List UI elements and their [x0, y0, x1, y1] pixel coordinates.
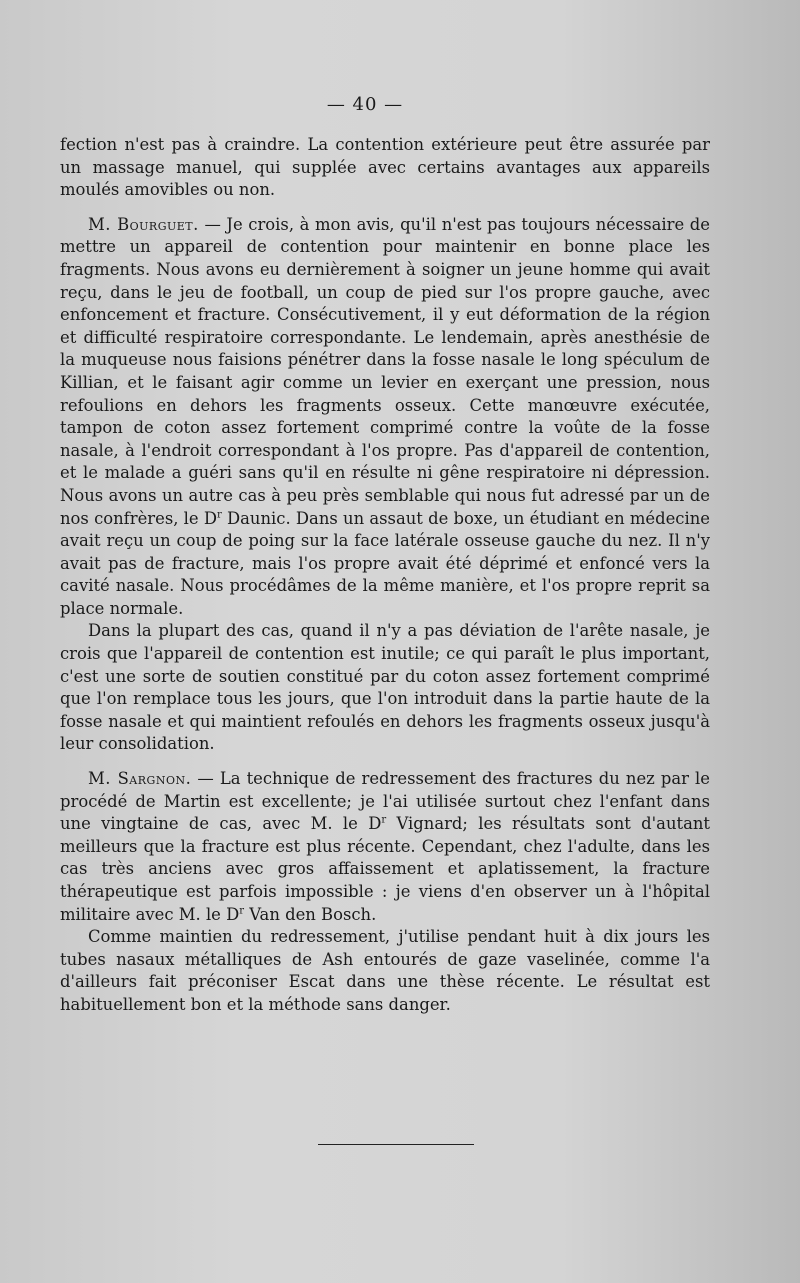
doctor-abbrev-sup: r	[239, 905, 245, 917]
sargnon-text-2: Vignard; les résultats sont d'autant meilleurs que la fracture est plus récente. Cependant, chez l'adulte, dans les cas très anciens avec gros affaissement et aplatissement, la fracture thérapeutique est parfois impossible : je viens d'en observer un à l'hôpital militaire avec M. le D	[60, 814, 711, 924]
bourguet-text-1: — Je crois, à mon avis, qu'il n'est pas toujours nécessaire de mettre un appareil de contention pour maintenir en bonne place les fragments. Nous avons eu dernièrement à soigner un jeune homme qui avait reçu, dans le jeu de football, un coup de pied sur l'os propre gauche, avec enfoncement et fracture. Consécutivement, il y eut déformation de la région et difficulté respiratoire correspondante. Le lendemain, après anesthésie de la muqueuse nous faisions pénétrer dans la fosse nasale le long spéculum de Killian, et le faisant agir comme un levier en exerçant une pression, nous refoulions en dehors les fragments osseux. Cette manœuvre exécutée, tampon de coton assez fortement comprimé contre la voûte de la fosse nasale, à l'endroit correspondant à l'os propre. Pas d'appareil de contention, et le malade a guéri sans qu'il en résulte ni gêne respiratoire ni dépression. Nous avons un autre cas à peu près semblable qui nous fut adressé par un de nos confrères, le D	[60, 214, 710, 528]
paragraph-sargnon	[60, 768, 710, 926]
paragraph-continuation: fection n'est pas à craindre. La contention extérieure peut être assurée par un massage manuel, qui supplée avec certains avantages aux appareils moulés amovibles ou non.	[60, 135, 710, 200]
doctor-abbrev-sup: r	[217, 509, 222, 521]
bourguet-text-2: Daunic. Dans un assaut de boxe, un étudiant en médecine avait reçu un coup de poing sur la face latérale osseuse gauche du nez. Il n'y avait pas de fracture, mais l'os propre avait été déprimé et enfoncé vers la cavité nasale. Nous procédâmes de la même manière, et l'os propre reprit sa place normale.	[60, 508, 710, 618]
page-number: — 40 —	[326, 94, 404, 115]
doctor-abbrev-sup: r	[381, 814, 387, 826]
sargnon-text-3: Van den Bosch.	[244, 904, 377, 924]
body-text	[60, 134, 710, 1017]
speaker-name-bourguet: M. Bourguet.	[88, 214, 199, 234]
paragraph-bourguet	[60, 214, 710, 621]
sargnon-text-1: — La technique de redressement des fractures du nez par le procédé de Martin est excellente; je l'ai utilisée surtout chez l'enfant dans une vingtaine de cas, avec M. le D	[60, 769, 710, 834]
paragraph-maintien: Comme maintien du redressement, j'utilise pendant huit à dix jours les tubes nasaux métalliques de Ash entourés de gaze vaselinée, comme l'a d'ailleurs fait préconiser Escat dans une thèse récente. Le résultat est habituellement bon et la méthode sans danger.	[60, 927, 710, 1014]
paragraph-plupart: Dans la plupart des cas, quand il n'y a pas déviation de l'arête nasale, je crois que l'appareil de contention est inutile; ce qui paraît le plus important, c'est une sorte de soutien constitué par du coton assez fortement comprimé que l'on remplace tous les jours, que l'on introduit dans la partie haute de la fosse nasale et qui maintient refoulés en dehors les fragments osseux jusqu'à leur consolidation.	[60, 621, 710, 754]
speaker-name-sargnon: M. Sargnon.	[88, 769, 192, 789]
end-rule-divider	[318, 1144, 474, 1145]
